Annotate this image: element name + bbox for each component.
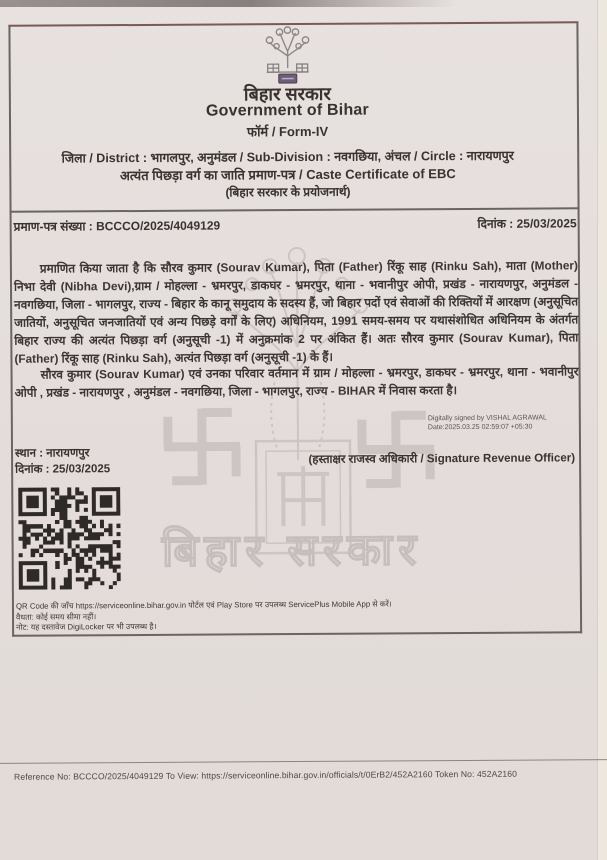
page-title-hindi: बिहार सरकार xyxy=(243,83,331,105)
digital-signature-note xyxy=(428,414,547,433)
body-paragraph-1: प्रमाणित किया जाता है कि सौरव कुमार (Sourav Kumar), पिता (Father) रिंकू साह (Rinku Sah), माता (Mother) निभा देवी (Nibha Devi),ग्राम / मोहल्ला - भ्रमरपुर, डाकघर - भ्रमरपुर, थाना - भवानीपुर ओपी, प्रखंड - नारायणपुर, अनुमंडल - नवगछिया, जिला - भागलपुर, राज्य - बिहार के कानू समुदाय के सदस्य हैं, जो बिहार पदों एवं सेवाओं की रिक्तियों में आरक्षण (अनुसूचित जातियों, अनुसूचित जनजातियों एवं अन्य पिछड़े वर्गों के लिए) अधिनियम, 1991 समय-समय पर यथासंशोधित अधिनियम के अंतर्गत बिहार राज्य की अत्यंत पिछड़ा वर्ग (अनुसूची -1) में अनुक्रमांक 2 पर अंकित हैं। अतः सौरव कुमार (Sourav Kumar), पिता (Father) रिंकू साह (Rinku Sah), अत्यंत पिछड़ा वर्ग (अनुसूची -1) के हैं। xyxy=(13,258,579,366)
page-title-english: Government of Bihar xyxy=(205,101,369,120)
district-line: जिला / District : भागलपुर, अनुमंडल / Sub-Division : नवगछिया, अंचल / Circle : नारायणपुर xyxy=(61,148,514,166)
qr-note-3: नोट: यह दस्तावेज DigiLocker पर भी उपलब्ध है। xyxy=(16,621,157,632)
issue-date: दिनांक : 25/03/2025 xyxy=(477,216,577,231)
qr-note-2: वैधता: कोई समय सीमा नहीं। xyxy=(16,611,97,622)
footer-reference: Reference No: BCCCO/2025/4049129 To View: https://serviceonline.bihar.gov.in/officials/t/0ErB2/452A2160 Token No: 452A2160 xyxy=(13,768,518,782)
form-label: फॉर्म / Form-IV xyxy=(246,123,329,140)
watermark-title: बिहार सरकार xyxy=(161,525,423,576)
signature-place: स्थान : नारायणपुर xyxy=(15,447,90,460)
certificate-number: प्रमाण-पत्र संख्या : BCCCO/2025/4049129 xyxy=(13,218,221,234)
qr-note-1: QR Code की जाँच https://serviceonline.bihar.gov.in पोर्टल एवं Play Store पर उपलब्ध ServicePlus Mobile App से करें। xyxy=(15,599,392,611)
header-divider xyxy=(10,207,580,212)
qr-notes xyxy=(16,599,446,633)
qr-code xyxy=(18,487,121,590)
digital-signature-line1: Digitally signed by VISHAL AGRAWAL xyxy=(427,414,547,423)
body-paragraph-2: सौरव कुमार (Sourav Kumar) एवं उनका परिवार वर्तमान में ग्राम / मोहल्ला - भ्रमरपुर, डाकघर - भ्रमरपुर, थाना - भवानीपुर ओपी , प्रखंड - नारायणपुर , अनुमंडल - नवगछिया, जिला - भागलपुर, राज्य - BIHAR में निवास करता है। xyxy=(14,364,579,400)
state-emblem-icon xyxy=(0,24,579,86)
digital-signature-line2: Date:2025.03.25 02:59:07 +05:30 xyxy=(427,423,533,432)
certificate-title: अत्यंत पिछड़ा वर्ग का जाति प्रमाण-पत्र / Caste Certificate of EBC xyxy=(119,166,456,184)
certificate-meta-row xyxy=(14,214,577,234)
signature-officer-label: (हस्ताक्षर राजस्व अधिकारी / Signature Revenue Officer) xyxy=(308,452,576,466)
signature-date: दिनांक : 25/03/2025 xyxy=(15,463,111,476)
purpose-note: (बिहार सरकार के प्रयोजनार्थ) xyxy=(225,184,351,200)
